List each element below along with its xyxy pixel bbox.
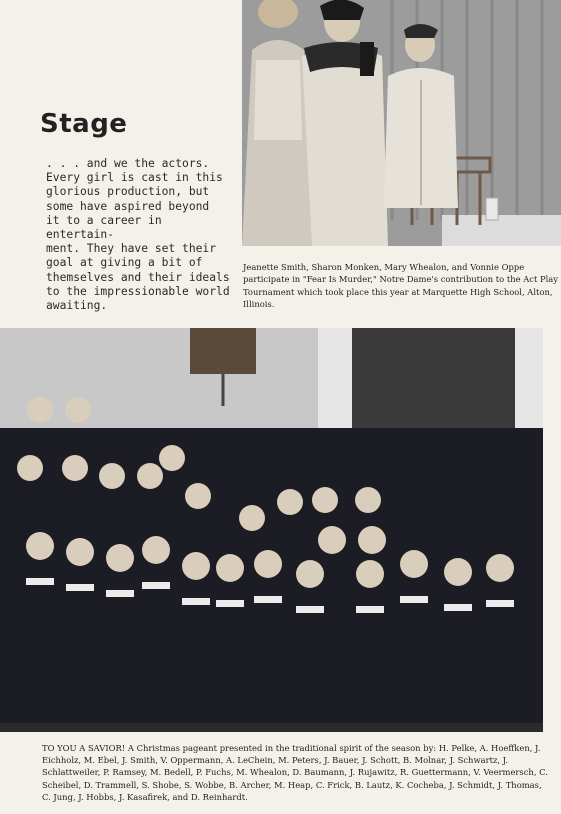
play-scene-illustration (242, 0, 561, 246)
choir-group-photo (0, 328, 543, 732)
play-scene-caption: Jeanette Smith, Sharon Monken, Mary Whealon, and Vonnie Oppe participate in "Fear Is Murder," Notre Dame's contribution to the Act Play Tournament which took place this year at Marquette High School, Alton, Illinois. (243, 262, 559, 310)
play-scene-photo (242, 0, 561, 246)
page-title: Stage (40, 109, 128, 140)
intro-paragraph: . . . and we the actors. Every girl is cast in this glorious production, but some have aspired beyond it to a career in entertain- ment. They have set their goal at giving a bit of themselves and their ideals to the impressionable world awaiting. (46, 157, 230, 313)
choir-group-illustration (0, 328, 543, 732)
caption-lead: TO YOU A SAVIOR! (42, 743, 126, 753)
caption-names: A Christmas pageant presented in the traditional spirit of the season by: H. Pelke, A. Hoeffken, J. Eichholz, M. Ebel, J. Smith, V. Oppermann, A. LeChein, M. Peters, J. Bauer, J. Schott, B. Molnar, J. Schwartz, J. Schlattweiler, P. Ramsey, M. Bedell, P. Fuchs, M. Whealon, D. Baumann, J. Rujawitz, R. Guettermann, V. Veermersch, C. Scheibel, D. Trammell, S. Shobe, S. Wobbe, B. Archer, M. Heap, C. Frick, B. Lautz, K. Cocheba, J. Schmidt, J. Thomas, C. Jung, J. Hobbs, J. Kasafirek, and D. Reinhardt. (42, 743, 548, 802)
choir-photo-caption (42, 742, 552, 803)
